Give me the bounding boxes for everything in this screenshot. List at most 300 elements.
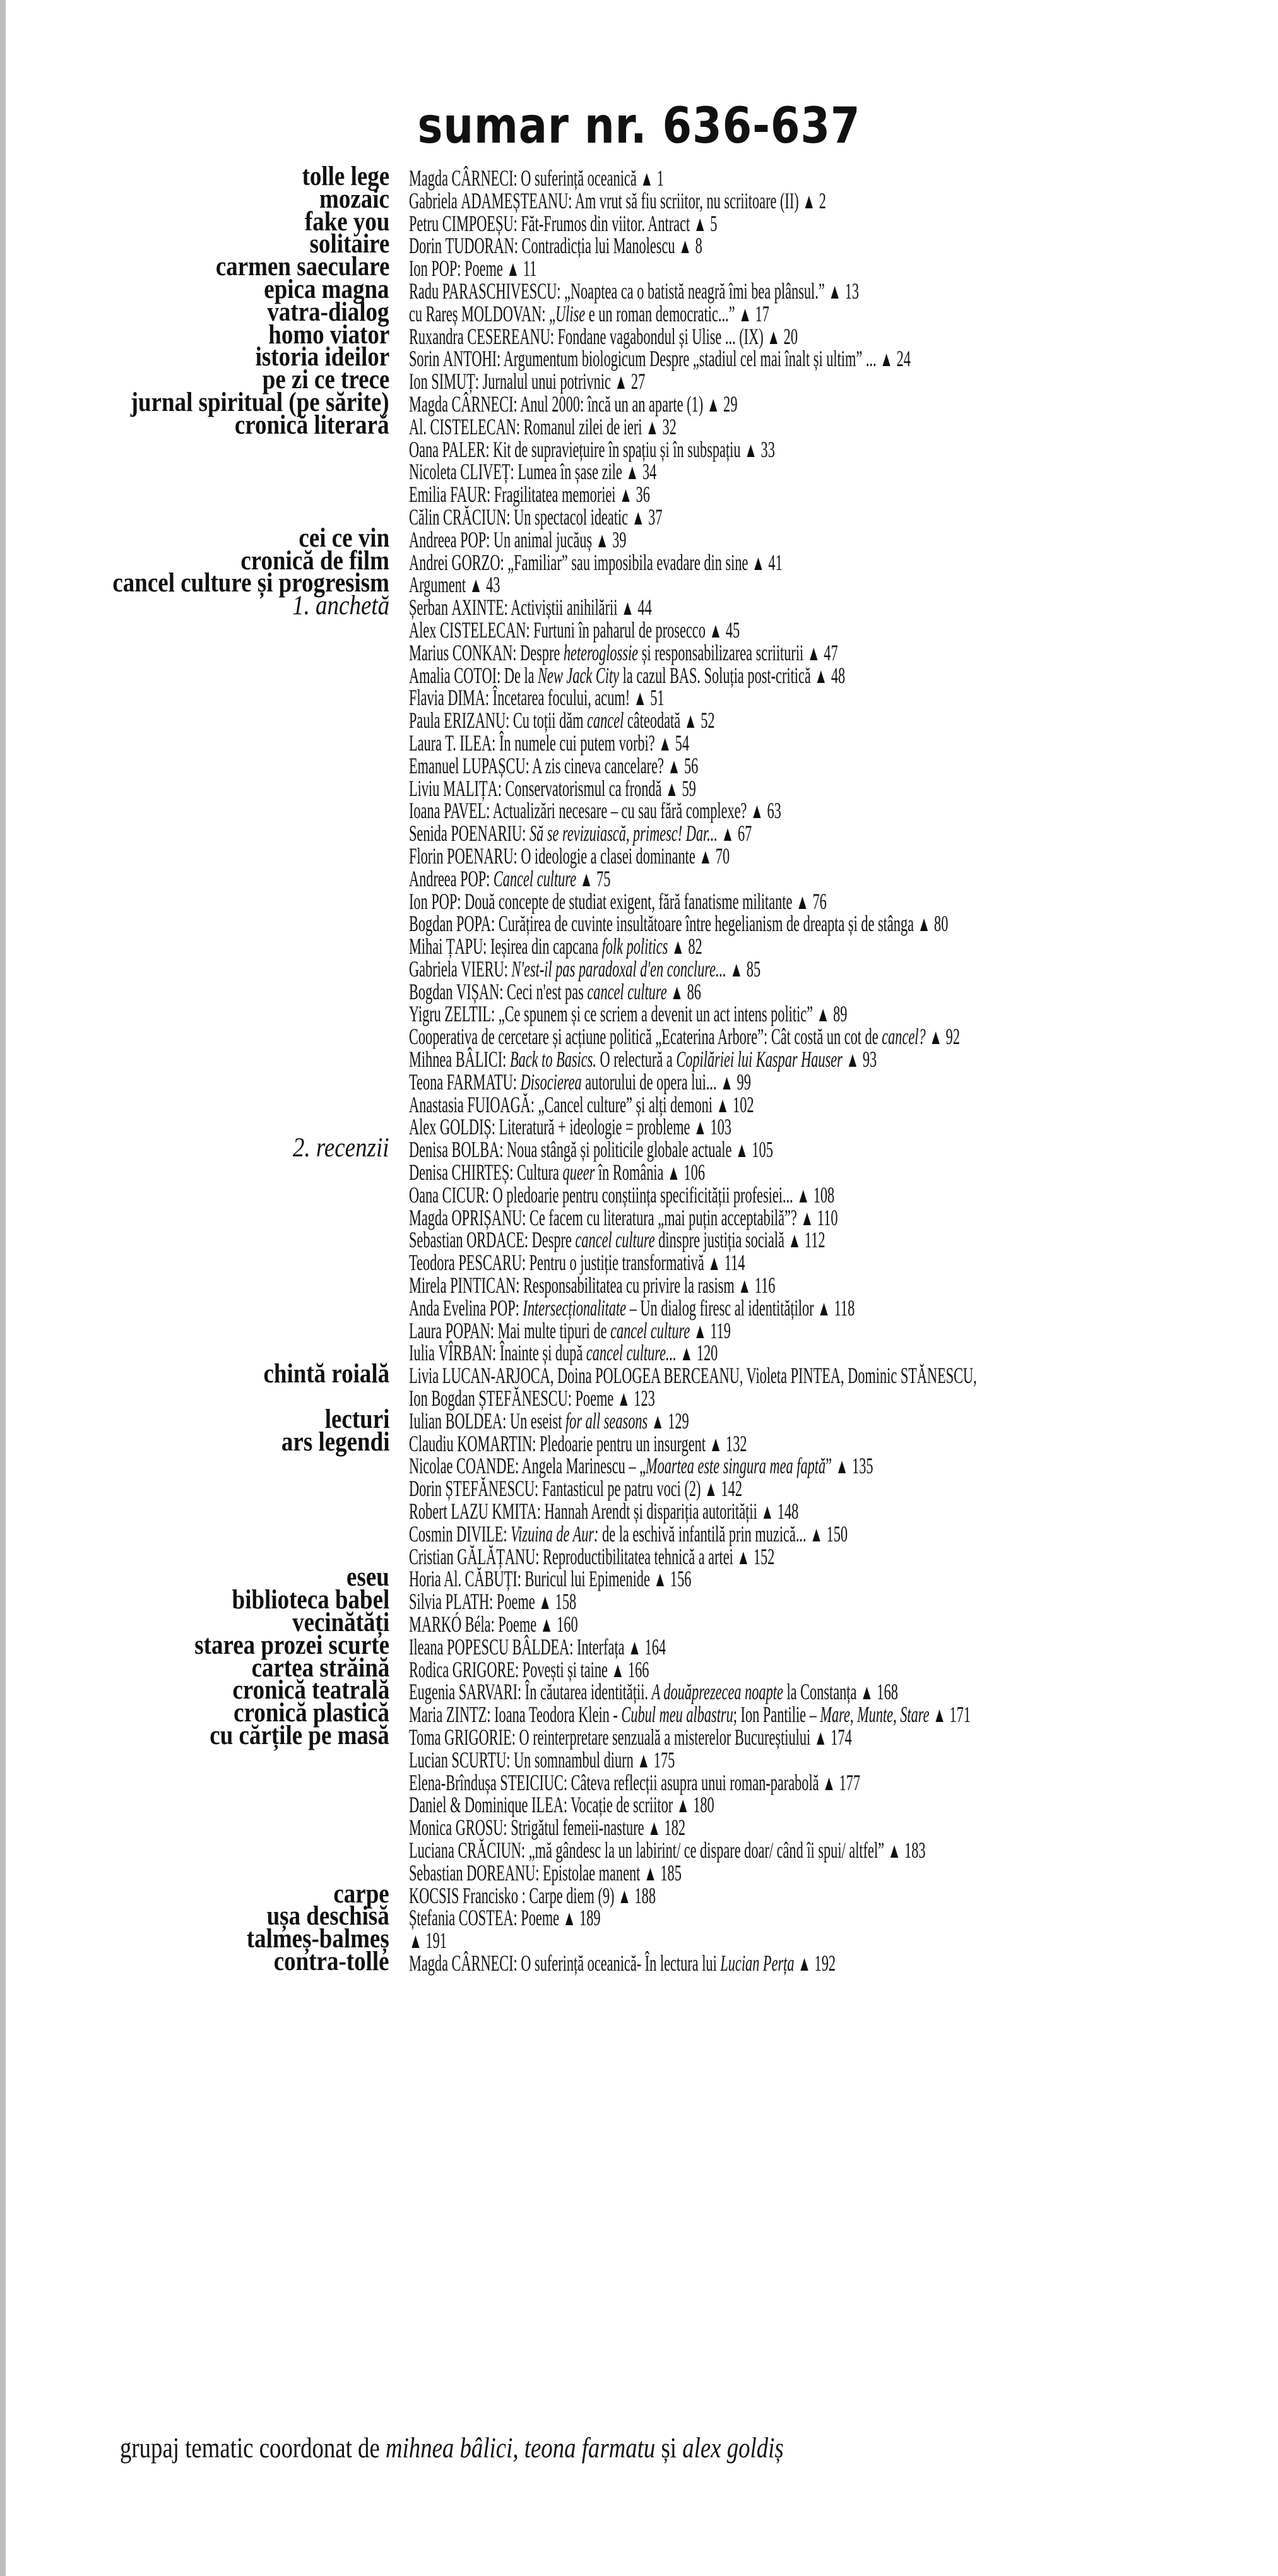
triangle-marker-icon: ▲ [409,1930,422,1954]
author-first-name: Ion [409,369,428,395]
toc-row [0,1071,1278,1093]
toc-entry[interactable] [409,822,752,846]
title-italic-fragment: cancel [587,708,624,733]
triangle-marker-icon: ▲ [671,935,685,959]
toc-entry[interactable] [409,1454,873,1478]
toc-entry[interactable] [409,754,698,778]
page-number: 80 [934,911,949,937]
toc-entry[interactable] [409,325,798,349]
triangle-marker-icon: ▲ [680,1342,694,1366]
section-label: lecturi [324,1404,389,1434]
toc-row [0,483,1278,506]
page-number: 110 [817,1204,838,1230]
page-number: 70 [715,843,730,869]
toc-entry[interactable] [409,1115,731,1139]
toc-entry[interactable] [409,1025,960,1049]
page-reference [828,278,859,304]
toc-entry[interactable] [409,370,645,394]
page-number: 75 [596,865,611,891]
author-surname: POPAN: [445,1317,494,1343]
toc-entry[interactable] [409,483,650,507]
article-title-fragment: Reproductibilitatea tehnică a artei [539,1543,737,1569]
author-surname: GOLDIȘ: [439,1114,496,1140]
page-number: 1 [656,165,664,191]
triangle-marker-icon: ▲ [631,506,645,530]
toc-entry[interactable] [409,528,626,552]
title-italic-fragment: Cubul meu albastru [621,1702,733,1728]
author-first-name: cu Rareș [409,300,458,326]
author-first-name: Oana [409,436,439,462]
section-label: carmen saeculare [215,252,389,282]
page-reference [409,1928,447,1953]
triangle-marker-icon: ▲ [816,1003,830,1027]
page-number: 123 [634,1386,655,1411]
toc-entry[interactable] [409,1432,747,1456]
triangle-marker-icon: ▲ [817,1297,831,1321]
toc-row [0,506,1278,528]
toc-entry[interactable] [409,1726,852,1750]
title-italic-fragment: cancel culture [610,1317,690,1343]
author-first-name: Anastasia [409,1091,464,1117]
article-title-fragment: Pentru o justiție transformativă [526,1250,708,1276]
toc-entry[interactable] [409,777,696,801]
toc-entry[interactable] [409,1839,926,1863]
triangle-marker-icon: ▲ [562,1907,576,1931]
toc-entry[interactable] [409,393,737,417]
toc-entry[interactable] [409,1297,855,1321]
page-reference [814,663,845,688]
page-number: 177 [839,1769,861,1795]
toc-row [0,1522,1278,1545]
page-number: 33 [760,436,775,462]
toc-entry[interactable] [409,415,677,439]
toc-entry[interactable] [409,1002,847,1026]
section-label: cronică de film [240,545,389,576]
page-reference [767,324,798,349]
toc-entry[interactable] [409,912,948,936]
article-title-fragment: O pledoarie pentru conștiința specificității profesiei... [489,1182,797,1208]
toc-entry[interactable] [409,551,783,575]
triangle-marker-icon: ▲ [538,1591,552,1615]
article-title-fragment: Poeme [461,256,503,282]
toc-entry[interactable] [409,234,702,258]
page-number: 32 [662,413,677,439]
title-italic-fragment: queer [562,1160,595,1185]
author-first-name: Mihnea [409,1047,453,1072]
article-title-fragment: Fragilitatea memoriei [490,482,620,507]
page-reference [559,1905,601,1930]
toc-entry[interactable] [409,1906,601,1930]
page-reference [796,889,827,914]
toc-entry[interactable] [409,438,775,462]
article-title-fragment: Hannah Arendt și dispariția autorității [540,1499,757,1524]
page-number: 135 [852,1453,873,1479]
author-surname: VIȘAN: [456,978,504,1004]
toc-entry[interactable] [409,935,702,959]
author-surname: KOMARTIN: [457,1430,536,1456]
page-reference [800,1205,837,1230]
toc-entry[interactable] [409,1952,836,1976]
toc-entry[interactable] [409,641,838,665]
author-first-name: Călin [409,504,440,530]
toc-entry[interactable] [409,460,656,484]
page-number: 114 [724,1250,745,1276]
triangle-marker-icon: ▲ [835,1455,849,1479]
section-label: tolle lege [302,162,389,191]
toc-entry[interactable] [409,619,740,643]
triangle-marker-icon: ▲ [706,393,720,417]
toc-entry[interactable] [409,1184,834,1208]
toc-row [0,1161,1278,1184]
triangle-marker-icon: ▲ [709,1432,723,1456]
article-title-fragment: la cazul BAS. Soluția post-critică [619,662,815,688]
toc-entry[interactable] [409,1567,691,1591]
toc-entry[interactable] [409,867,610,891]
toc-entry[interactable] [409,573,500,597]
toc-row [0,319,1278,350]
page-reference [613,1386,655,1411]
author-first-name: Claudiu [409,1430,454,1456]
section-label: cronică plastică [234,1698,389,1728]
toc-row [0,252,1278,282]
author-first-name: Gabriela [409,187,458,213]
toc-entry[interactable] [409,1613,578,1637]
toc-entry[interactable] [409,1048,877,1072]
section-label: 1. anchetă [292,591,389,621]
toc-entry[interactable] [409,1206,838,1230]
author-first-name: Iulia [409,1340,435,1366]
page-number: 192 [814,1950,836,1976]
author-surname: CRĂCIUN: [442,504,511,530]
toc-entry[interactable] [409,1658,649,1682]
article-title-fragment: Anul 2000: încă un an aparte (1) [517,391,707,417]
page-reference [707,1250,745,1275]
article-title-fragment: Poeme [493,1589,539,1615]
page-number: 67 [737,821,752,846]
author-surname: ADAMEȘTEANU: [461,187,572,213]
author-surname: GRIGORIE: [444,1724,516,1750]
article-title-fragment: e un roman democratic...” [585,300,739,326]
toc-entry[interactable] [409,302,769,326]
page-number: 156 [670,1566,692,1592]
author-surname: ȚAPU: [446,934,487,959]
section-label: cei ce vin [299,523,389,553]
toc-entry[interactable] [409,1635,666,1659]
article-title-fragment: Actualizări necesare – cu sau fără complexe? [490,798,751,824]
coordinator-name: alex goldiș [682,2431,784,2464]
article-title-fragment: O reinterpretare senzuală a misterelor Bucureștiului [515,1724,811,1750]
page-reference [918,911,949,936]
toc-entry[interactable] [409,1861,682,1885]
author-first-name: Paula [409,708,441,733]
toc-entry[interactable] [409,1387,655,1411]
toc-entry[interactable] [409,1364,977,1387]
toc-entry[interactable] [409,1138,773,1162]
page-reference [704,1476,742,1501]
author-surname: CĂBUȚI: [464,1566,521,1592]
triangle-marker-icon: ▲ [704,1478,718,1502]
toc-entry[interactable] [409,1071,751,1095]
toc-row [0,822,1278,845]
toc-entry[interactable] [409,257,536,281]
toc-row [0,1879,1278,1909]
author-surname: ILEA: [531,1792,568,1818]
title-italic-fragment: cancel culture [587,978,667,1004]
page-reference [694,1318,731,1343]
title-italic-fragment: Lucian Perța [720,1950,795,1976]
page-reference [503,256,537,281]
title-italic-fragment: cancel? [882,1024,926,1050]
page-reference [721,821,752,846]
toc-row [0,460,1278,483]
author-first-name: Magda [409,165,448,191]
triangle-marker-icon: ▲ [683,709,697,733]
toc-entry[interactable] [409,347,911,371]
toc-entry[interactable] [409,1319,731,1343]
author-surname: POP: [431,888,461,914]
author-surname: ȘTEFĂNESCU: [445,1476,539,1502]
toc-entry[interactable] [409,1680,898,1704]
page-reference [757,1499,799,1524]
page-reference [807,640,838,665]
page-reference [622,459,656,484]
toc-entry[interactable] [409,1410,689,1433]
section-label: starea prozei scurte [194,1630,389,1660]
triangle-marker-icon: ▲ [628,1635,642,1659]
page-reference [672,934,702,959]
author-surname: PALER: [442,436,490,462]
triangle-marker-icon: ▲ [735,1139,748,1163]
author-surname: ILEA: [459,730,496,756]
triangle-marker-icon: ▲ [788,1229,802,1253]
title-italic-fragment: Disocierea [520,1069,582,1095]
section-label: biblioteca babel [232,1585,389,1615]
page-number: 185 [660,1860,682,1885]
toc-entry[interactable] [409,1228,825,1252]
article-title-fragment: – Un dialog firesc al identităților [626,1295,818,1321]
toc-row [0,664,1278,687]
article-title-fragment: „Noaptea ca o batistă neagră îmi bea plânsul.” [560,278,829,304]
page-reference [648,1408,689,1433]
toc-entry[interactable] [409,1929,447,1953]
toc-entry[interactable] [409,664,845,688]
triangle-marker-icon: ▲ [767,325,781,349]
author-first-name: Sorin [409,346,440,372]
section-label: 2. recenzii [293,1133,389,1163]
triangle-marker-icon: ▲ [917,913,931,937]
author-surname: ORDACE: [466,1227,529,1253]
page-number: 160 [557,1611,578,1637]
author-surname: SIMUȚ: [431,369,479,395]
toc-entry[interactable] [409,1274,775,1298]
article-title-fragment: „ [545,300,556,326]
toc-entry[interactable] [409,1522,848,1546]
author-first-name: Al. [409,413,427,439]
triangle-marker-icon: ▲ [653,1568,667,1592]
author-surname: COSTEA: [458,1905,518,1931]
toc-entry[interactable] [409,596,652,620]
author-surname: OPRIȘANU: [451,1204,526,1230]
author-first-name: Laura T. [409,730,456,756]
title-italic-fragment: Mare, Munte, Stare [820,1702,930,1728]
toc-entry[interactable] [409,799,781,823]
triangle-marker-icon: ▲ [796,1184,810,1208]
triangle-marker-icon: ▲ [611,1658,625,1682]
page-number: 29 [723,391,738,417]
page-reference [752,550,783,575]
toc-entry[interactable] [409,1771,860,1795]
author-surname: PAVEL: [444,798,490,824]
page-reference [709,617,740,643]
title-italic-fragment: folk politics [601,934,668,959]
article-title-fragment: Curățirea de cuvinte insultătoare între hegelianism de dreapta și de stânga [495,911,918,937]
section-label: fake you [304,206,389,237]
toc-row [0,732,1278,754]
toc-entry[interactable] [409,280,859,304]
toc-entry[interactable] [409,1793,714,1817]
author-surname: CISTELECAN: [430,413,521,439]
toc-row [0,274,1278,304]
toc-row [0,162,1278,191]
toc-entry[interactable] [409,980,701,1004]
page-number: 27 [630,369,646,395]
author-first-name: Liviu [409,775,440,801]
article-title-fragment: „Ce spunem și ce scriem a devenit un act intens politic” [495,1001,817,1027]
author-surname: POP: [489,1295,519,1321]
toc-entry[interactable] [409,958,760,982]
toc-row [0,229,1278,259]
article-title-fragment: Înainte și după [496,1340,586,1366]
page-reference [658,730,689,756]
triangle-marker-icon: ▲ [595,528,609,552]
page-reference [735,1137,773,1162]
page-number: 132 [726,1430,747,1456]
toc-entry[interactable] [409,732,689,756]
triangle-marker-icon: ▲ [716,1093,730,1117]
article-title-fragment: ” [825,1453,836,1479]
author-surname: STEICIUC: [500,1769,568,1795]
toc-entry[interactable] [409,709,715,733]
article-title-fragment: O suferință oceanică [517,165,641,191]
page-reference [707,391,738,417]
article-title-fragment: câteodată [624,708,684,733]
toc-entry[interactable] [409,212,717,236]
author-first-name: Denisa [409,1137,448,1163]
toc-entry[interactable] [409,845,730,869]
toc-row [0,1093,1278,1116]
triangle-marker-icon: ▲ [667,1161,680,1185]
article-title-fragment: Cât costă un cot de [767,1024,882,1050]
toc-entry[interactable] [409,1500,798,1524]
page-reference [846,1047,877,1072]
page-number: 39 [612,526,627,552]
toc-entry[interactable] [409,1590,576,1614]
toc-entry[interactable] [409,1341,718,1365]
author-surname: ANTOHI: [442,346,501,372]
toc-entry[interactable] [409,890,827,914]
author-first-name: Lucian [409,1747,448,1772]
author-surname: CRĂCIUN: [458,1837,526,1863]
section-label: carpe [333,1879,389,1909]
page-number: 52 [701,708,715,733]
toc-entry[interactable] [409,1816,685,1840]
toc-entry[interactable] [409,1251,745,1275]
toc-row [0,1698,1278,1728]
page-number: 48 [831,662,846,688]
toc-entry[interactable] [409,1884,656,1908]
article-title-fragment: Interfața [573,1634,625,1659]
page-reference [618,1883,656,1908]
toc-row [0,1720,1278,1750]
page-reference [738,301,769,326]
author-first-name: Șerban [409,595,448,620]
section-label: contra-tolle [274,1946,389,1976]
toc-row [0,845,1278,867]
author-surname: BOLBA: [451,1137,504,1163]
article-title-fragment: Ioana Teodora Klein - [490,1702,622,1728]
page-number: 120 [696,1340,718,1366]
page-reference [670,979,701,1004]
toc-row [0,1341,1278,1364]
title-italic-fragment: Copilăriei lui Kaspar Hauser [676,1047,843,1072]
triangle-marker-icon: ▲ [738,302,752,326]
page-number: 86 [687,978,701,1004]
author-surname: FUIOAGĂ: [467,1091,535,1117]
author-surname: LAZU KMITA: [451,1499,541,1524]
article-title-fragment: și responsabilizarea scriiturii [638,639,807,665]
page-reference [788,1227,825,1252]
page-reference [694,1114,731,1139]
page-number: 8 [695,233,702,259]
toc-entry[interactable] [409,1477,742,1501]
toc-entry[interactable] [409,506,662,530]
page-number: 118 [834,1295,855,1321]
triangle-marker-icon: ▲ [828,280,842,304]
author-surname: POP: [460,865,490,891]
toc-entry[interactable] [409,1748,675,1772]
toc-row [0,1477,1278,1500]
toc-row [0,1793,1278,1816]
toc-entry[interactable] [409,686,665,710]
toc-entry[interactable] [409,1703,971,1727]
toc-entry[interactable] [409,189,826,213]
author-first-name: Teodora [409,1250,455,1276]
page-reference [810,1724,852,1750]
toc-row [0,754,1278,777]
page-reference [799,188,826,213]
author-first-name: Nicoleta [409,459,457,485]
page-number: 188 [634,1882,656,1908]
toc-entry[interactable] [409,1093,754,1117]
page-number: 180 [693,1792,714,1818]
page-number: 175 [653,1747,675,1772]
toc-entry[interactable] [409,167,664,191]
page-number: 106 [683,1160,705,1185]
article-title-fragment: Violeta [743,1363,791,1389]
toc-row [0,591,1278,621]
page-reference [614,369,645,394]
toc-entry[interactable] [409,1545,774,1569]
author-surname: CESEREANU: [467,323,555,349]
toc-row [0,1319,1278,1342]
toc-row [0,777,1278,800]
section-label: solitaire [309,229,389,259]
toc-row [0,958,1278,980]
title-italic-fragment: Moartea este singura mea faptă [646,1453,826,1479]
toc-entry[interactable] [409,1161,705,1185]
page-number: 189 [579,1905,601,1931]
page-reference [646,414,677,439]
